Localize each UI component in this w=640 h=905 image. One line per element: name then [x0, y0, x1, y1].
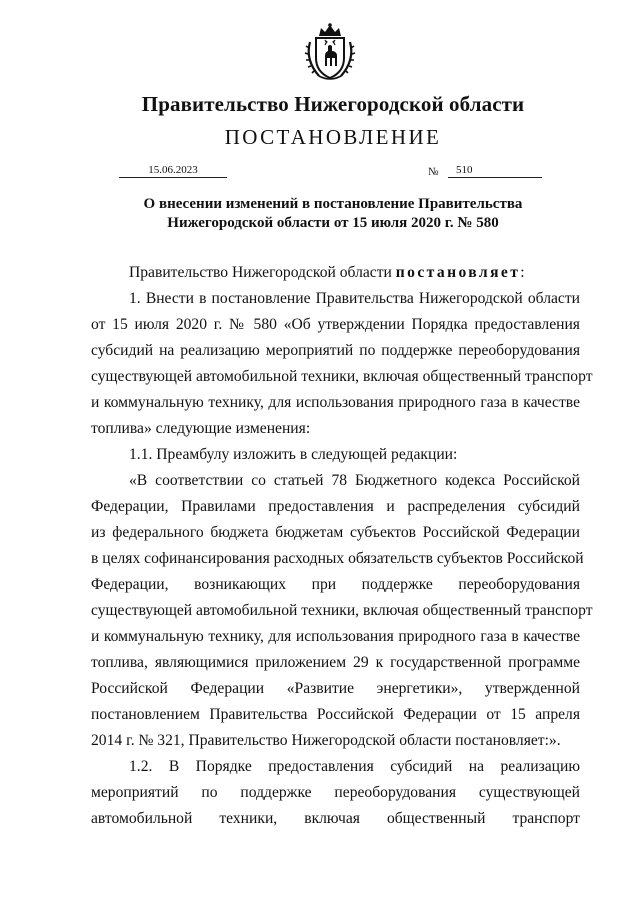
organization-title: Правительство Нижегородской области: [141, 92, 525, 116]
body-line: «В соответствии со статьей 78 Бюджетного кодекса Российской: [129, 472, 580, 489]
body-line: из федерального бюджета бюджетам субъектов Российской Федерации: [91, 524, 580, 541]
body-line: существующей автомобильной техники, включая общественный транспорт: [91, 368, 593, 385]
coat-of-arms-icon: [301, 22, 359, 82]
body-line: мероприятий по поддержке переоборудования существующей: [91, 784, 580, 801]
body-line: 2014 г. № 321, Правительство Нижегородской области постановляет:».: [91, 732, 561, 749]
intro-prefix: Правительство Нижегородской области: [129, 264, 392, 281]
number-label: №: [428, 166, 439, 178]
body-line: топлива» следующие изменения:: [91, 420, 311, 437]
body-line: 1.2. В Порядке предоставления субсидий на реализацию: [129, 758, 580, 775]
body-line: Федерации, возникающих при поддержке переоборудования: [91, 576, 580, 593]
subject-line: О внесении изменений в постановление Правительства: [143, 196, 523, 212]
body-line: и коммунальную технику, для использования природного газа в качестве: [91, 628, 580, 645]
intro-suffix: :: [520, 264, 525, 281]
body-line: топлива, являющимися приложением 29 к государственной программе: [91, 654, 580, 671]
document-date: 15.06.2023: [119, 164, 227, 178]
body-line: от 15 июля 2020 г. № 580 «Об утверждении Порядка предоставления: [91, 316, 580, 333]
body-line: автомобильной техники, включая общественный транспорт: [91, 810, 580, 827]
body-line: в целях софинансирования расходных обязательств субъектов Российской: [91, 550, 584, 567]
document-body: [91, 260, 593, 832]
intro-verb: постановляет: [395, 264, 521, 281]
subject-line: Нижегородской области от 15 июля 2020 г. № 580: [167, 215, 499, 231]
body-line: субсидий на реализацию мероприятий по поддержке переоборудования: [91, 342, 580, 359]
intro-line: [91, 260, 580, 286]
body-line: существующей автомобильной техники, включая общественный транспорт: [91, 602, 593, 619]
body-line: 1.1. Преамбулу изложить в следующей редакции:: [129, 446, 458, 463]
body-line: Российской Федерации «Развитие энергетики», утвержденной: [91, 680, 580, 697]
body-line: 1. Внести в постановление Правительства Нижегородской области: [129, 290, 580, 307]
body-line: постановлением Правительства Российской Федерации от 15 апреля: [91, 706, 580, 723]
body-line: и коммунальную технику, для использования природного газа в качестве: [91, 394, 580, 411]
body-line: Федерации, Правилами предоставления и распределения субсидий: [91, 498, 580, 515]
document-number: 510: [448, 164, 542, 178]
document-subject: [0, 195, 640, 233]
document-kind: ПОСТАНОВЛЕНИЕ: [224, 125, 442, 149]
